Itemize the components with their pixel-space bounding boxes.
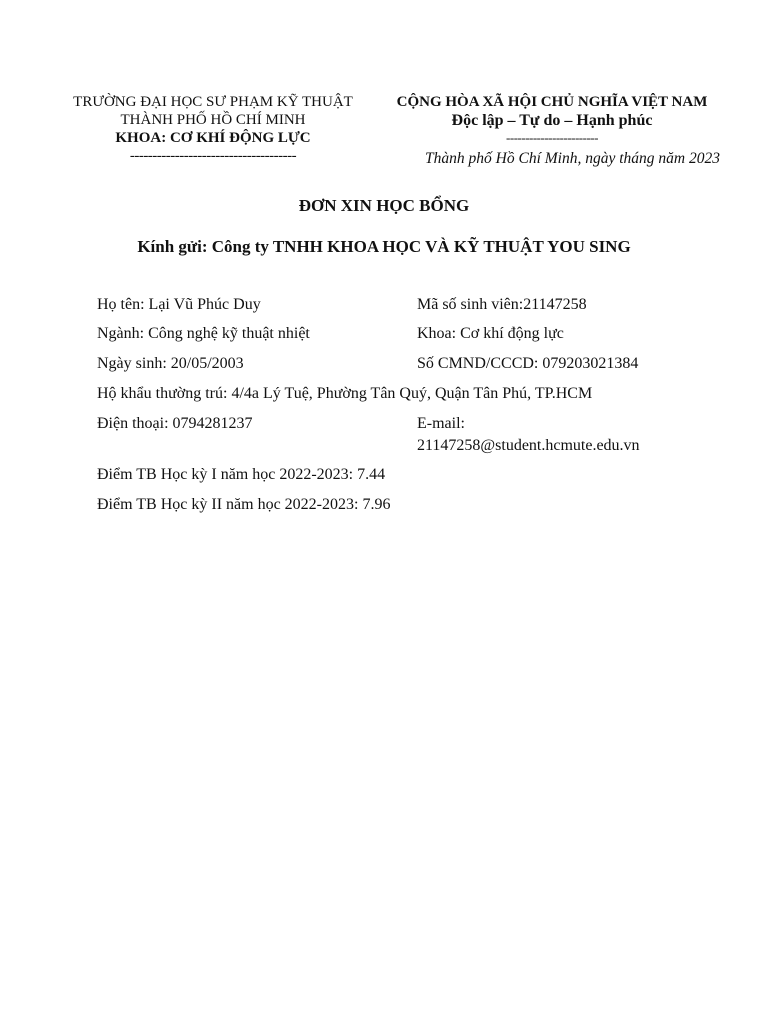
field-gpa-sem1: Điểm TB Học kỳ I năm học 2022-2023: 7.44 [97, 466, 386, 483]
recipient-line: Kính gửi: Công ty TNHH KHOA HỌC VÀ KỸ THUẬT YOU SING [137, 237, 631, 256]
national-title: CỘNG HÒA XÃ HỘI CHỦ NGHĨA VIỆT NAM [396, 94, 708, 110]
field-address: Hộ khẩu thường trú: 4/4a Lý Tuệ, Phường Tân Quý, Quận Tân Phú, TP.HCM [97, 385, 593, 402]
faculty-header: KHOA: CƠ KHÍ ĐỘNG LỰC [115, 130, 311, 146]
field-id-card: Số CMND/CCCD: 079203021384 [417, 355, 639, 372]
place-date-line [380, 149, 724, 169]
field-major: Ngành: Công nghệ kỹ thuật nhiệt [97, 325, 310, 342]
document-title: ĐƠN XIN HỌC BỔNG [298, 196, 470, 215]
field-dob: Ngày sinh: 20/05/2003 [97, 355, 244, 372]
national-header [380, 93, 724, 169]
field-faculty: Khoa: Cơ khí động lực [417, 325, 564, 342]
date-part-year: năm 2023 [658, 150, 720, 167]
header-right-divider: ------------------------ [506, 130, 598, 145]
field-student-id: Mã số sinh viên:21147258 [417, 296, 587, 313]
field-email-label: E-mail: [417, 415, 465, 432]
national-motto: Độc lập – Tự do – Hạnh phúc [451, 112, 653, 129]
date-part-month: tháng [619, 150, 655, 167]
field-email-value: 21147258@student.hcmute.edu.vn [417, 437, 640, 454]
field-gpa-sem2: Điểm TB Học kỳ II năm học 2022-2023: 7.96 [97, 496, 391, 513]
school-header [60, 93, 366, 165]
field-phone: Điện thoại: 0794281237 [97, 415, 253, 432]
field-name: Họ tên: Lại Vũ Phúc Duy [97, 296, 261, 313]
date-part-city-day: Thành phố Hồ Chí Minh, ngày [425, 150, 616, 167]
school-name: TRƯỜNG ĐẠI HỌC SƯ PHẠM KỸ THUẬT [73, 94, 353, 110]
header-left-divider: ------------------------------------- [129, 148, 297, 164]
school-city: THÀNH PHỐ HỒ CHÍ MINH [120, 112, 306, 128]
